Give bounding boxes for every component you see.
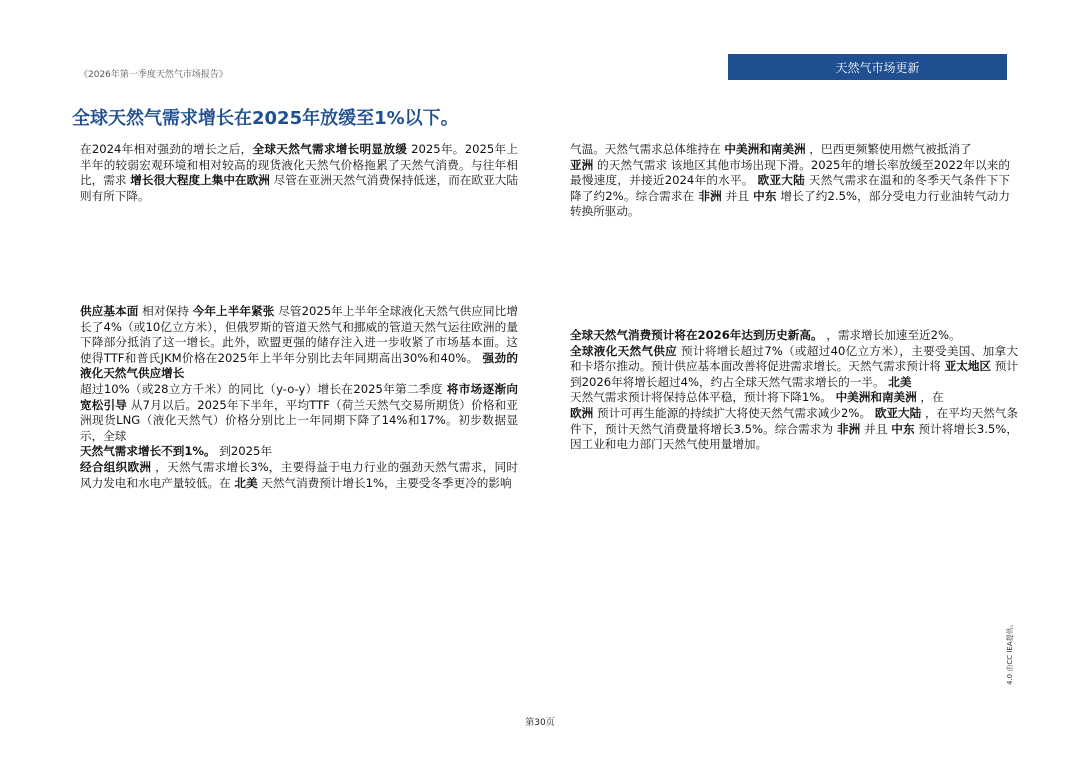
bold-run: 非洲: [836, 421, 861, 436]
text-run: 增长了约2.5%，部分受电力行业油转气动力转换所驱动。: [570, 188, 1010, 219]
text-run: 从7月以后。2025年下半年，平均TTF（荷兰天然气交易所期货）价格和亚洲现货LNG（液化天然气）价格分别比上一年同期下降了14%和17%。初步数据显示，全球: [80, 397, 518, 443]
bold-run: 北美: [234, 475, 258, 490]
bold-run: 中美洲和南美洲: [835, 390, 917, 405]
page-number: 第30页: [525, 718, 555, 728]
bold-run: 强劲的液化天然气供应增长: [80, 350, 518, 381]
bold-run: 将市场逐渐向宽松引导: [80, 381, 518, 412]
text-run: 天然气需求在温和的冬季天气条件下下降了约2%。综合需求在: [570, 173, 1010, 203]
text-run: 尽管2025年上半年全球液化天然气供应同比增长了4%（或10亿立方米），但俄罗斯的管道天然气和挪威的管道天然气运往欧洲的量下降部分抵消了这一增长。此外，欧盟更强的储存注入进一步收紧了市场基本面。这使得TTF和普氏JKM价格在2025年上半年分别比去年同期高出30%和40%。: [80, 304, 518, 365]
bold-run: 天然气需求增长不到1%。: [80, 444, 216, 459]
text-run: 相对保持: [138, 304, 193, 318]
text-run: 在2024年相对强劲的增长之后，: [80, 142, 253, 156]
bold-run: 中美洲和南美洲: [724, 142, 806, 156]
bold-run: 供应基本面: [80, 304, 139, 318]
text-run: 2025年。2025年上半年的较弱宏观环境和相对较高的现货液化天然气价格拖累了天然气消费。与往年相比，需求: [80, 142, 518, 188]
paragraph-2026-outlook: [570, 328, 1018, 453]
text-run: 预计到2026年将增长超过4%，约占全球天然气需求增长的一半。: [570, 359, 1018, 389]
bold-run: 非洲: [698, 188, 722, 203]
text-run: 预计将增长超过7%（或超过40亿立方米），主要受美国、加拿大和卡塔尔推动。预计供应基本面改善将促进需求增长。天然气需求预计将: [570, 343, 1018, 374]
bold-run: 全球液化天然气供应: [570, 343, 678, 358]
text-run: 的天然气需求 该地区其他市场出现下滑。2025年的增长率放缓至2022年以来的最慢速度，并接近2024年的水平。: [570, 157, 1010, 188]
text-run: 并且: [860, 421, 892, 436]
running-title: 《2026年第一季度天然气市场报告》: [79, 70, 228, 80]
bold-run: 今年上半年紧张: [192, 304, 275, 318]
paragraph-regional-demand: [570, 142, 1010, 220]
bold-run: 增长很大程度上集中在欧洲: [130, 173, 270, 188]
bold-run: 欧亚大陆: [874, 405, 922, 420]
text-run: ，在: [916, 390, 944, 405]
bold-run: 全球天然气消费预计将在2026年达到历史新高。: [570, 328, 823, 342]
bold-run: 亚太地区: [944, 359, 992, 374]
text-run: 天然气消费预计增长1%，主要受冬季更冷的影响: [257, 475, 512, 490]
text-run: 天然气需求预计将保持总体平稳，预计将下降1%。: [570, 390, 836, 405]
text-run: 预计可再生能源的持续扩大将使天然气需求减少2%。: [593, 405, 875, 420]
bold-run: 北美: [888, 374, 912, 389]
text-run: 并且: [721, 188, 754, 203]
paragraph-demand-slowdown: [80, 142, 518, 204]
text-run: 超过10%（或28立方千米）的同比（y-o-y）增长在2025年第二季度: [80, 381, 447, 396]
text-run: ，巴西更频繁使用燃气被抵消了: [805, 142, 972, 156]
text-run: ，天然气需求增长3%，主要得益于电力行业的强劲天然气需求，同时风力发电和水电产量较低。在: [80, 459, 518, 490]
text-run: ，在平均天然气条件下，预计天然气消费量将增长3.5%。综合需求为: [570, 405, 1018, 436]
text-run: 到2025年: [215, 444, 273, 459]
bold-run: 中东: [753, 188, 777, 203]
bold-run: 中东: [891, 421, 915, 436]
page-heading: 全球天然气需求增长在2025年放缓至1%以下。: [72, 108, 459, 129]
bold-run: 欧亚大陆: [757, 173, 805, 188]
text-run: 尽管在亚洲天然气消费保持低迷，而在欧亚大陆则有所下降。: [80, 173, 518, 203]
section-banner: 天然气市场更新: [728, 54, 1007, 80]
bold-run: 全球天然气需求增长明显放缓: [252, 142, 408, 156]
bold-run: 亚洲: [570, 157, 594, 172]
text-run: 气温。天然气需求总体维持在: [570, 142, 725, 156]
text-run: 预计将增长3.5%，因工业和电力部门天然气使用量增加。: [570, 421, 1018, 452]
text-run: ，需求增长加速至近2%。: [822, 328, 961, 342]
paragraph-supply-fundamentals: [80, 304, 518, 491]
bold-run: 欧洲: [570, 405, 594, 420]
bold-run: 经合组织欧洲: [80, 459, 152, 474]
license-note: 4.0 由CC IEA提供。: [1006, 620, 1014, 685]
